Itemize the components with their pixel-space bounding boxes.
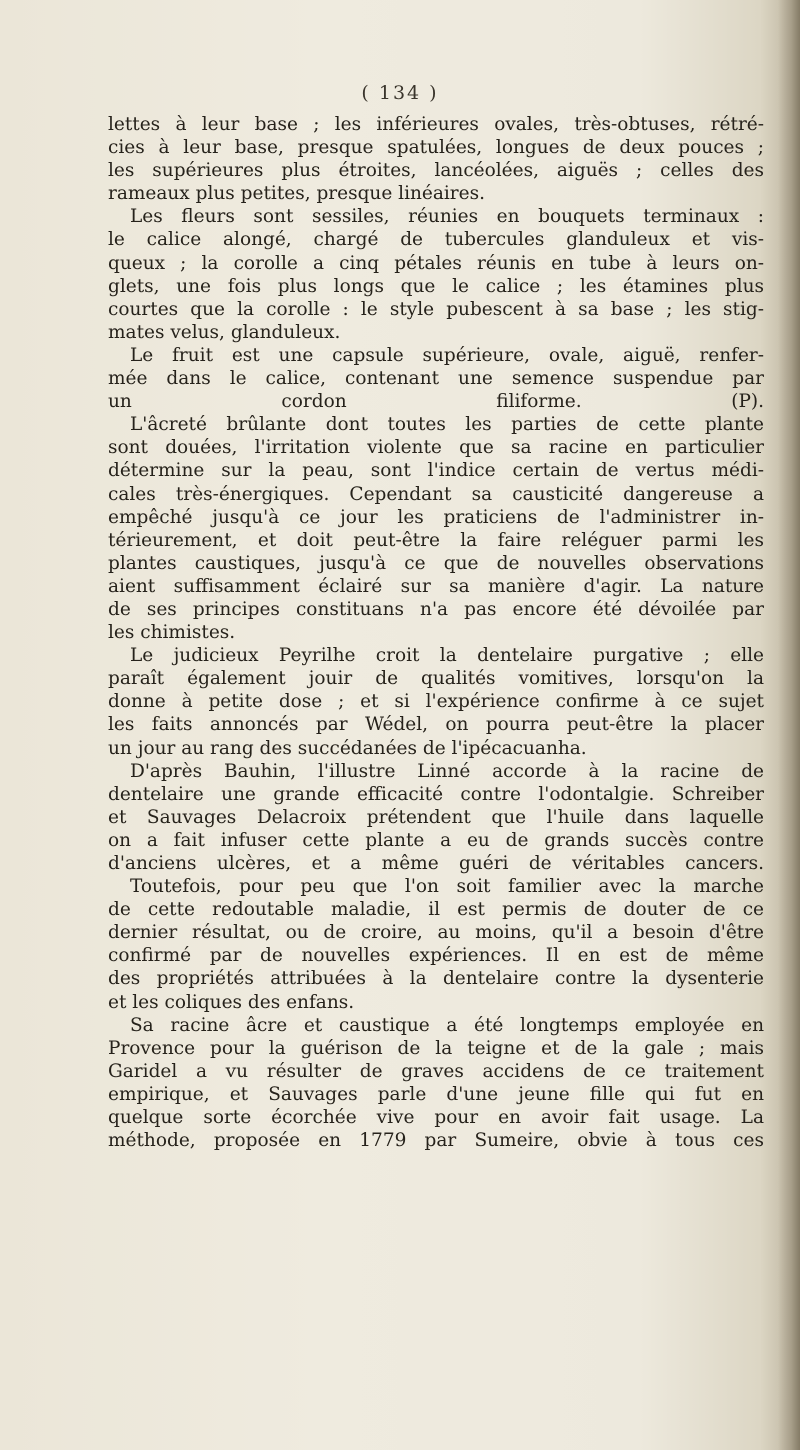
text-line: paraît également jouir de qualités vomitives, lorsqu'on la — [108, 668, 764, 690]
text-line: mates velus, glanduleux. — [108, 321, 341, 343]
text-line: d'anciens ulcères, et a même guéri de véritables cancers. — [108, 853, 764, 874]
text-line: glets, une fois plus longs que le calice ; les étamines plus — [108, 275, 764, 297]
text-line: donne à petite dose ; et si l'expérience confirme à ce sujet — [108, 691, 764, 713]
text-line: mée dans le calice, contenant une semence suspendue par — [108, 368, 764, 390]
text-line: dernier résultat, ou de croire, au moins, qu'il a besoin d'être — [108, 922, 764, 944]
text-line: cales très-énergiques. Cependant sa causticité dangereuse a — [108, 483, 764, 505]
text-line: Le fruit est une capsule supérieure, ovale, aiguë, renfer- — [130, 344, 764, 366]
text-line: D'après Bauhin, l'illustre Linné accorde à la racine de — [130, 760, 764, 782]
page-number: ( 134 ) — [361, 82, 439, 104]
text-line: Le judicieux Peyrilhe croit la dentelaire purgative ; elle — [130, 645, 764, 667]
text-line: térieurement, et doit peut-être la faire reléguer parmi les — [108, 529, 764, 551]
text-line: courtes que la corolle : le style pubescent à sa base ; les stig- — [108, 298, 764, 320]
text-line: rameaux plus petites, presque linéaires. — [108, 183, 485, 205]
text-line: Provence pour la guérison de la teigne et de la gale ; mais — [108, 1037, 764, 1059]
text-line: les chimistes. — [108, 622, 236, 644]
text-line: sont douées, l'irritation violente que sa racine en particulier — [108, 437, 764, 459]
text-line: méthode, proposée en 1779 par Sumeire, obvie à tous ces — [108, 1130, 764, 1152]
text-line: Toutefois, pour peu que l'on soit familier avec la marche — [130, 876, 764, 898]
text-line: et Sauvages Delacroix prétendent que l'huile dans laquelle — [108, 806, 764, 828]
text-line: on a fait infuser cette plante a eu de grands succès contre — [108, 829, 764, 851]
text-line: Sa racine âcre et caustique a été longtemps employée en — [130, 1014, 764, 1036]
text-line: détermine sur la peau, sont l'indice certain de vertus médi- — [108, 460, 764, 482]
text-line: queux ; la corolle a cinq pétales réunis en tube à leurs on- — [108, 252, 764, 274]
text-line: Les fleurs sont sessiles, réunies en bouquets terminaux : — [130, 206, 764, 228]
text-line: le calice alongé, chargé de tubercules glanduleux et vis- — [108, 229, 764, 251]
text-line: L'âcreté brûlante dont toutes les parties de cette plante — [130, 414, 764, 436]
text-line: un jour au rang des succédanées de l'ipécacuanha. — [108, 737, 587, 759]
text-line: plantes caustiques, jusqu'à ce que de nouvelles observations — [108, 552, 764, 574]
text-line: quelque sorte écorchée vive pour en avoir fait usage. La — [108, 1107, 764, 1129]
text-line: confirmé par de nouvelles expériences. Il en est de même — [108, 945, 764, 967]
text-line: cies à leur base, presque spatulées, longues de deux pouces ; — [108, 137, 764, 159]
text-line: empêché jusqu'à ce jour les praticiens de l'administrer in- — [108, 506, 764, 528]
text-line: et les coliques des enfans. — [108, 991, 355, 1013]
text-line: de ses principes constituans n'a pas encore été dévoilée par — [108, 598, 764, 620]
text-line: lettes à leur base ; les inférieures ovales, très-obtuses, rétré- — [108, 114, 764, 135]
text-line: Garidel a vu résulter de graves accidens de ce traitement — [108, 1060, 764, 1082]
text-line: un cordon filiforme. (P). — [108, 391, 764, 413]
page-edge-shadow — [778, 0, 800, 1450]
text-line: aient suffisamment éclairé sur sa manière d'agir. La nature — [108, 575, 764, 597]
text-line: des propriétés attribuées à la dentelaire contre la dysenterie — [108, 968, 764, 990]
text-line: de cette redoutable maladie, il est permis de douter de ce — [108, 899, 764, 921]
text-line: dentelaire une grande efficacité contre l'odontalgie. Schreiber — [108, 783, 764, 805]
text-line: les faits annoncés par Wédel, on pourra peut-être la placer — [108, 714, 764, 736]
text-line: empirique, et Sauvages parle d'une jeune fille qui fut en — [108, 1083, 764, 1105]
body-text — [108, 113, 764, 1152]
text-line: les supérieures plus étroites, lancéolées, aiguës ; celles des — [108, 160, 764, 182]
